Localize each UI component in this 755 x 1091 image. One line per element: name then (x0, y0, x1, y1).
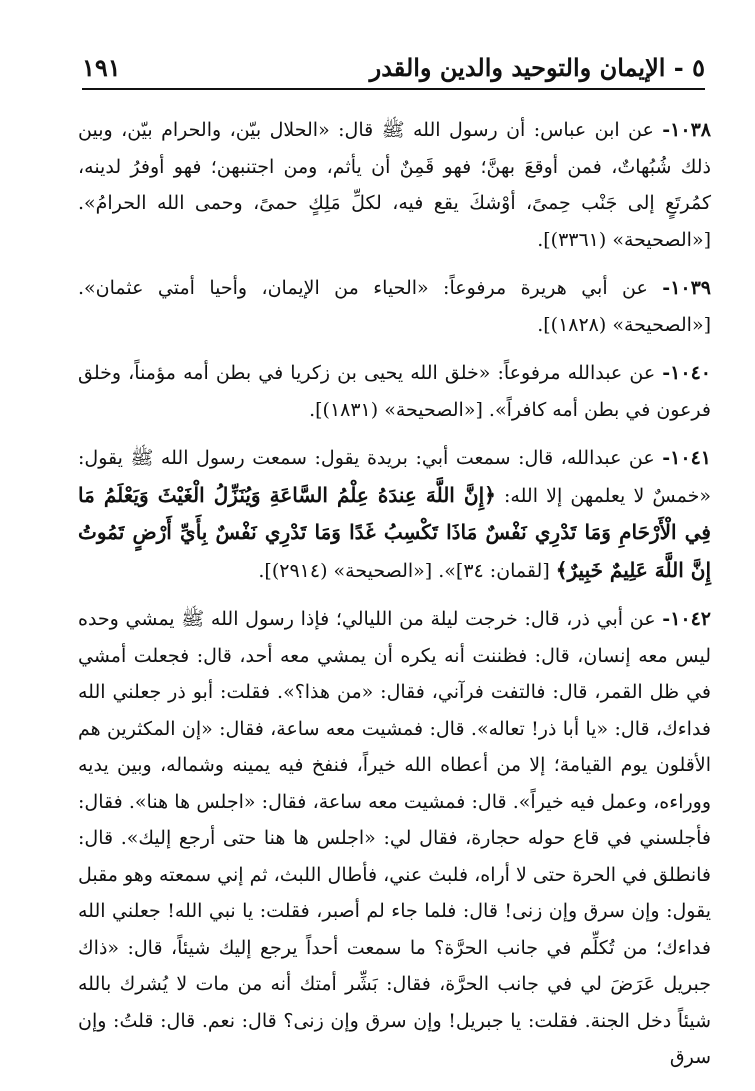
page-content (78, 112, 711, 1076)
hadith-1038 (78, 112, 711, 258)
quran-verse: ﴿إِنَّ اللَّهَ عِندَهُ عِلْمُ السَّاعَةِ وَيُنَزِّلُ الْغَيْثَ وَيَعْلَمُ مَا فِي الْأَرْحَامِ وَمَا تَدْرِي نَفْسٌ مَاذَا تَكْسِبُ غَدًا وَمَا تَدْرِي نَفْسٌ بِأَيِّ أَرْضٍ تَمُوتُ إِنَّ اللَّهَ عَلِيمٌ خَبِيرٌ﴾ (78, 482, 711, 582)
hadith-text: عن أبي ذر، قال: خرجت ليلة من الليالي؛ فإذا رسول الله ﷺ يمشي وحده ليس معه إنسان، قال: فظننت أنه يكره أن يمشي معه أحد، قال: فجعلت أمشي في ظل القمر، قال: فالتفت فرآني، فقال: «من هذا؟». فقلت: أبو ذر جعلني الله فداءك، قال: «يا أبا ذر! تعاله». قال: فمشيت معه ساعة، فقال: «إن المكثرين هم الأقلون يوم القيامة؛ إلا من أعطاه الله خيراً، فنفخ فيه يمينه وشماله، وبين يديه ووراءه، وعمل فيه خيراً». قال: فمشيت معه ساعة، فقال: «اجلس ها هنا». فقال: فأجلسني في قاع حوله حجارة، فقال لي: «اجلس ها هنا حتى أرجع إليك». قال: فانطلق في الحرة حتى لا أراه، فلبث عني، فأطال اللبث، ثم إني سمعته وهو مقبل يقول: وإن سرق وإن زنى! قال: فلما جاء لم أصبر، فقلت: يا نبي الله! جعلني الله فداءك؛ من تُكلِّم في جانب الحرَّة؟ ما سمعت أحداً يرجع إليك شيئاً، قال: «ذاك جبريل عَرَضَ لي في جانب الحرَّة، فقال: بَشِّر أمتك أنه من مات لا يُشرك بالله شيئاً دخل الجنة. فقلت: يا جبريل! وإن سرق وإن زنى؟ قال: نعم. قال: قلتُ: وإن سرق (78, 608, 711, 1068)
hadith-number: ١٠٣٩- (662, 277, 712, 299)
hadith-1041 (78, 440, 711, 589)
hadith-text: عن ابن عباس: أن رسول الله ﷺ قال: «الحلال بيّن، والحرام بيّن، وبين ذلك شُبُهاتٌ، فمن أوقعَ بهنَّ؛ فهو قَمِنٌ أن يأثم، ومن اجتنبهن؛ فهو أوفرُ لدينه، كمُرتَعٍ إلى جَنْب حِمىً، أوْشكَ يقع فيه، لكلِّ مَلِكٍ حمىً، وحمى الله الحرامُ». (78, 119, 711, 214)
hadith-1040 (78, 355, 711, 428)
hadith-number: ١٠٣٨- (662, 119, 711, 141)
hadith-reference: [«الصحيحة» (١٨٣١)]. (309, 398, 483, 421)
hadith-text: عن عبدالله مرفوعاً: «خلق الله يحيى بن زكريا في بطن أمه مؤمناً، وخلق فرعون في بطن أمه كافراً». (78, 362, 711, 421)
hadith-reference: [«الصحيحة» (١٨٢٨)]. (537, 313, 711, 336)
hadith-number: ١٠٤٠- (662, 362, 711, 384)
chapter-title: ٥ - الإيمان والتوحيد والدين والقدر (369, 53, 705, 82)
hadith-text: عن عبدالله، قال: سمعت أبي: بريدة يقول: سمعت رسول الله ﷺ يقول: «خمسٌ لا يعلمهن إلا الله: (78, 447, 711, 507)
page-header (82, 36, 705, 90)
hadith-1042 (78, 601, 711, 1076)
hadith-1039 (78, 270, 711, 343)
hadith-text: عن أبي هريرة مرفوعاً: «الحياء من الإيمان، وأحيا أمتي عثمان». (78, 277, 648, 299)
hadith-number: ١٠٤١- (662, 447, 711, 469)
hadith-reference: [«الصحيحة» (٢٩١٤)]. (258, 559, 433, 582)
hadith-number: ١٠٤٢- (662, 608, 712, 630)
surah-citation: [لقمان: ٣٤]». (438, 559, 550, 582)
hadith-reference: [«الصحيحة» (٣٣٦١)]. (537, 228, 711, 251)
page-number: ١٩١ (82, 53, 121, 82)
